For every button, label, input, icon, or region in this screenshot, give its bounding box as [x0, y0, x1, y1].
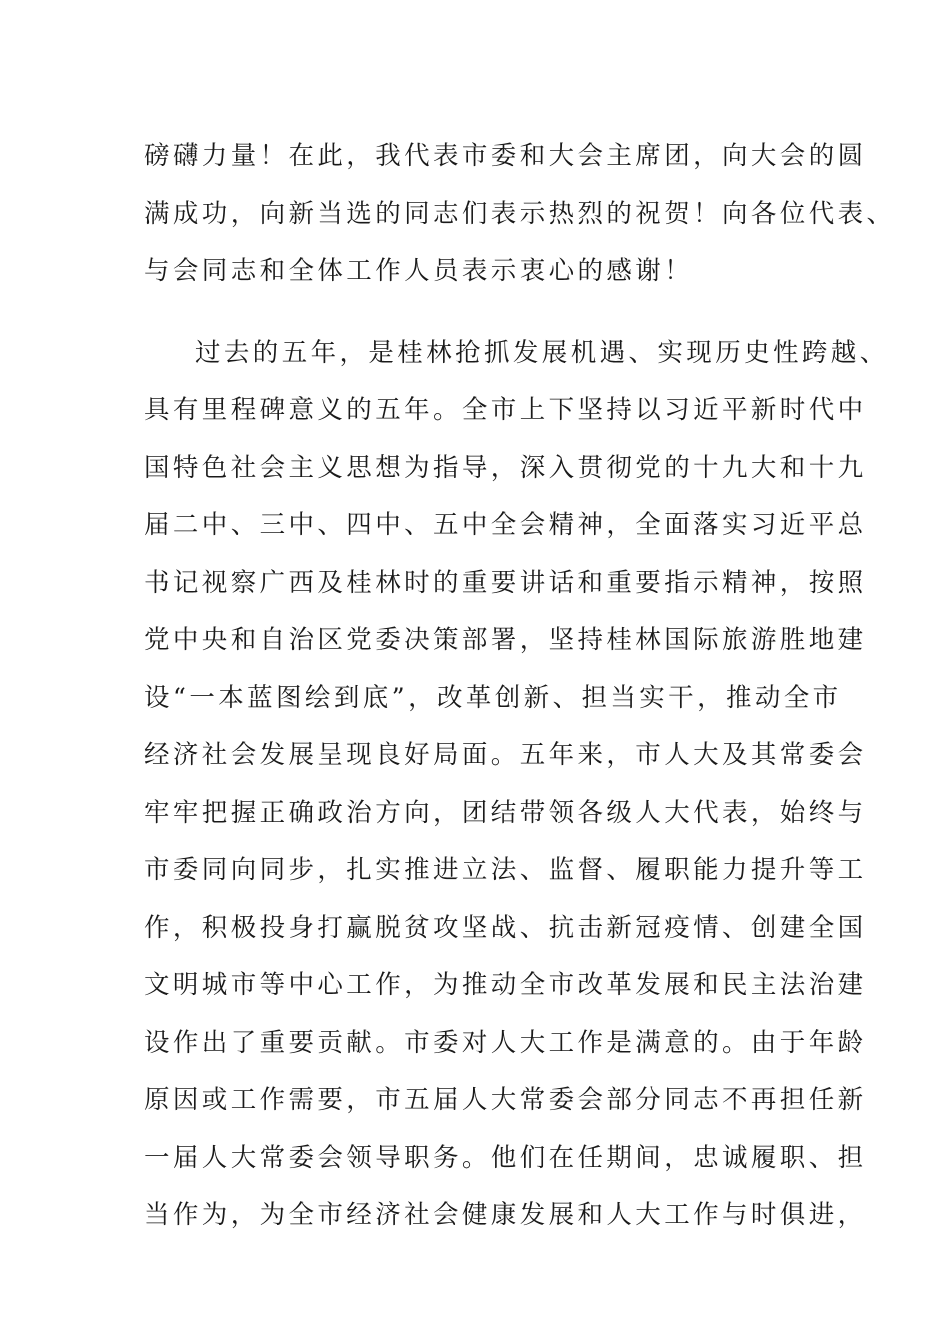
paragraph-1 — [144, 128, 896, 301]
paragraph-spacer — [144, 301, 844, 325]
text-line: 经济社会发展呈现良好局面。五年来，市人大及其常委会 — [144, 740, 867, 770]
text-line: 设作出了重要贡献。市委对人大工作是满意的。由于年龄 — [144, 1027, 867, 1058]
text-line: 牢牢把握正确政治方向，团结带领各级人大代表，始终与 — [144, 797, 867, 828]
text-line: 磅礴力量！在此，我代表市委和大会主席团，向大会的圆 — [144, 141, 867, 171]
text-line: 与会同志和全体工作人员表示衷心的感谢！ — [144, 256, 694, 286]
body-text — [144, 128, 896, 1245]
text-line: 作，积极投身打赢脱贫攻坚战、抗击新冠疫情、创建全国 — [144, 912, 867, 943]
text-line: 原因或工作需要，市五届人大常委会部分同志不再担任新 — [144, 1085, 867, 1115]
text-line: 满成功，向新当选的同志们表示热烈的祝贺！向各位代表、 — [144, 198, 896, 229]
text-line: 当作为，为全市经济社会健康发展和人大工作与时俱进， — [144, 1200, 867, 1230]
text-line: 党中央和自治区党委决策部署，坚持桂林国际旅游胜地建 — [144, 625, 867, 655]
text-line: 国特色社会主义思想为指导，深入贯彻党的十九大和十九 — [144, 452, 867, 483]
paragraph-2 — [144, 325, 889, 1245]
text-line: 过去的五年，是桂林抢抓发展机遇、实现历史性跨越、 — [195, 337, 889, 368]
text-line: 一届人大常委会领导职务。他们在任期间，忠诚履职、担 — [144, 1142, 867, 1173]
text-line: 届二中、三中、四中、五中全会精神，全面落实习近平总 — [144, 510, 867, 540]
text-line: 书记视察广西及桂林时的重要讲话和重要指示精神，按照 — [144, 567, 867, 598]
text-line: 具有里程碑意义的五年。全市上下坚持以习近平新时代中 — [144, 395, 867, 425]
text-line: 市委同向同步，扎实推进立法、监督、履职能力提升等工 — [144, 855, 867, 885]
text-line: 设“一本蓝图绘到底”，改革创新、担当实干，推动全市 — [144, 682, 842, 713]
text-line: 文明城市等中心工作，为推动全市改革发展和民主法治建 — [144, 970, 867, 1000]
